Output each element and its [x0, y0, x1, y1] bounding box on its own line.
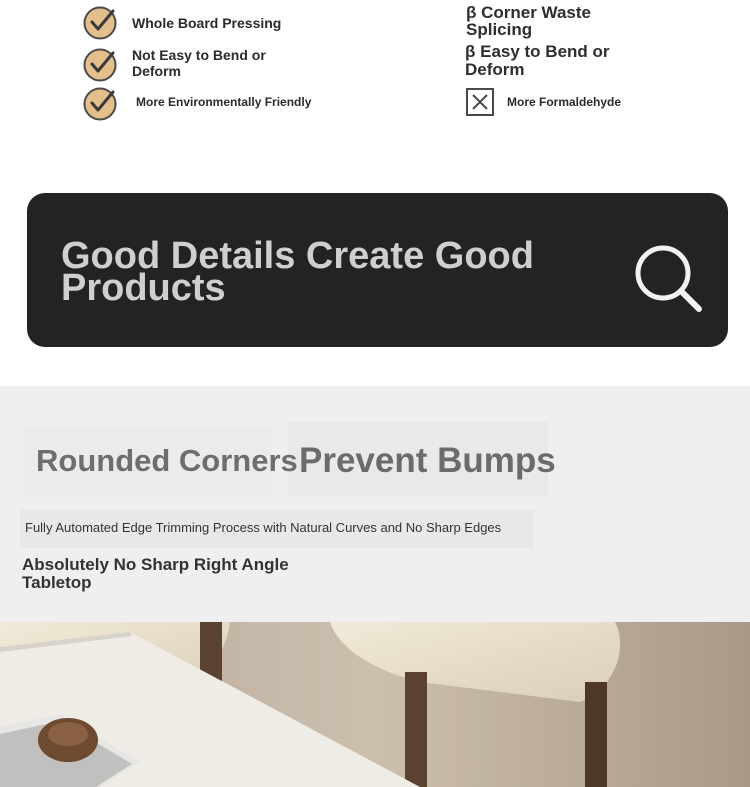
check-icon [83, 87, 117, 121]
check-icon [83, 48, 117, 82]
x-box-icon [466, 88, 494, 116]
details-description: Absolutely No Sharp Right Angle Tabletop [22, 555, 289, 592]
feature-more-formaldehyde: More Formaldehyde [507, 95, 622, 109]
feature-environmentally-friendly: More Environmentally Friendly [136, 95, 312, 109]
check-icon [83, 6, 117, 40]
heading-rounded-corners: Rounded Corners [36, 443, 298, 478]
details-subtitle: Fully Automated Edge Trimming Process with Natural Curves and No Sharp Edges [25, 520, 502, 535]
feature-not-easy-to-bend: Not Easy to Bend or Deform [132, 47, 266, 79]
product-photo [0, 622, 750, 787]
feature-whole-board-pressing: Whole Board Pressing [132, 15, 282, 31]
magnifier-icon [633, 243, 703, 313]
feature-corner-waste-splicing: β Corner Waste Splicing [466, 3, 591, 39]
heading-prevent-bumps: Prevent Bumps [299, 441, 556, 480]
feature-easy-to-bend: β Easy to Bend or Deform [465, 42, 610, 79]
banner-title: Good Details Create Good Products [61, 235, 534, 309]
